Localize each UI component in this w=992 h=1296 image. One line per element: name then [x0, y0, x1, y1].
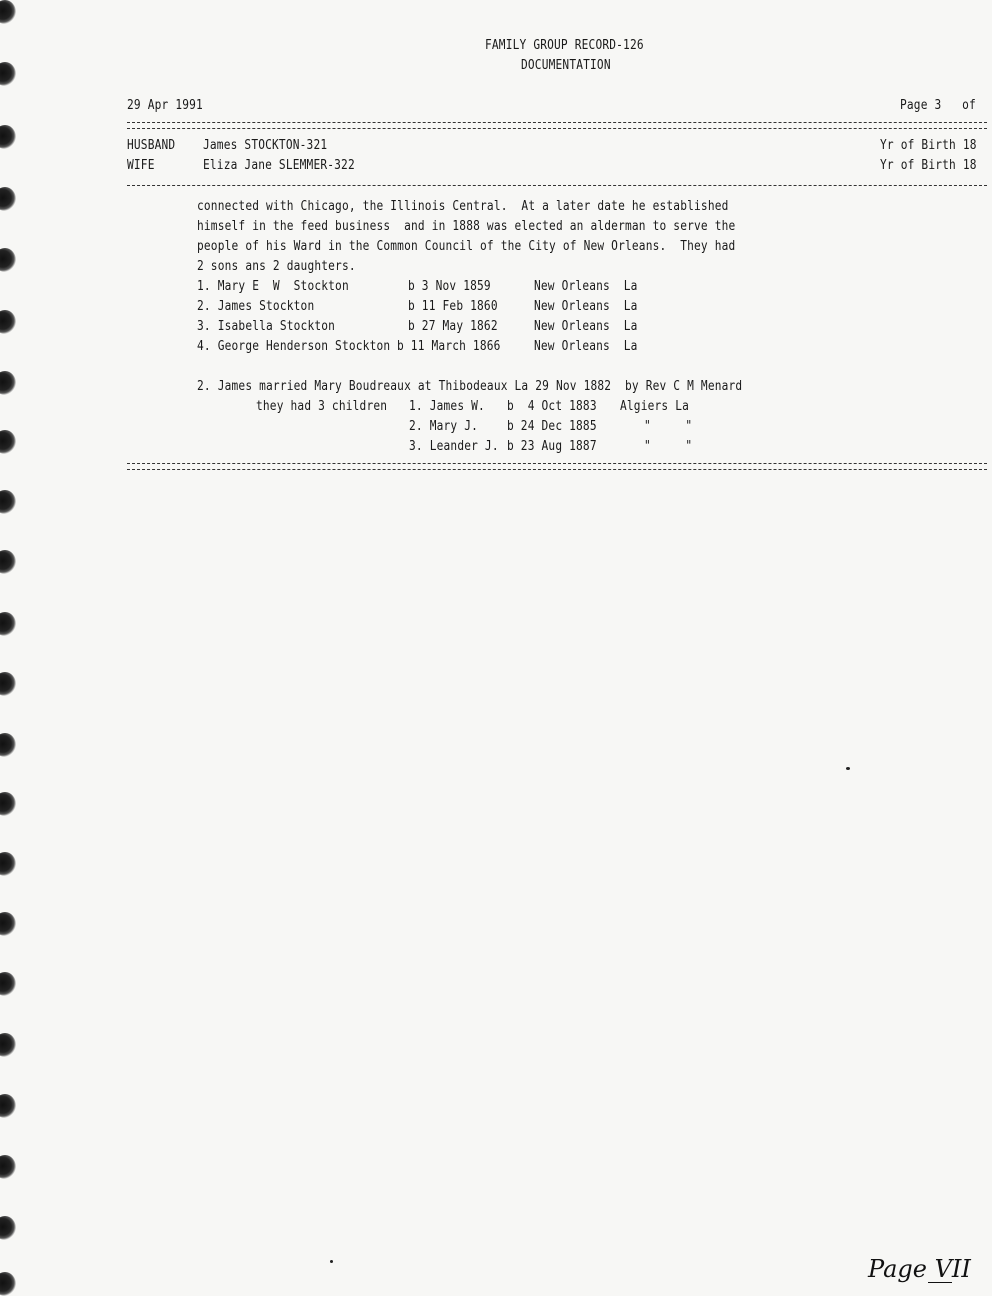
marriage-line: 2. James married Mary Boudreaux at Thibodeaux La 29 Nov 1882 by Rev C M Menard [197, 379, 743, 394]
punch-hole [0, 1155, 16, 1179]
child-place: New Orleans La [534, 319, 638, 334]
grandchild-birth: b 4 Oct 1883 [507, 399, 597, 414]
page-number: Page 3 of [900, 98, 976, 113]
body-line: himself in the feed business and in 1888 was elected an alderman to serve the [197, 219, 736, 234]
binder-holes [0, 0, 24, 1292]
punch-hole [0, 612, 16, 636]
punch-hole [0, 490, 16, 514]
child-place: New Orleans La [534, 299, 638, 314]
punch-hole [0, 371, 16, 395]
punch-hole [0, 0, 16, 24]
punch-hole [0, 1216, 16, 1240]
double-rule [127, 122, 987, 129]
punch-hole [0, 852, 16, 876]
child-name: 4. George Henderson Stockton [197, 339, 391, 354]
child-birth: b 27 May 1862 [408, 319, 498, 334]
punch-hole [0, 672, 16, 696]
child-birth: b 11 March 1866 [397, 339, 501, 354]
punch-hole [0, 187, 16, 211]
child-place: New Orleans La [534, 279, 638, 294]
punch-hole [0, 248, 16, 272]
handwritten-page-note: Page VII [868, 1255, 971, 1283]
punch-hole [0, 733, 16, 757]
wife-label: WIFE [127, 158, 155, 173]
husband-label: HUSBAND [127, 138, 176, 153]
grandchild-name: 1. James W. [409, 399, 485, 414]
single-rule [127, 185, 987, 186]
wife-name: Eliza Jane SLEMMER-322 [203, 158, 355, 173]
punch-hole [0, 1033, 16, 1057]
punch-hole [0, 430, 16, 454]
punch-hole [0, 792, 16, 816]
child-birth: b 3 Nov 1859 [408, 279, 491, 294]
husband-year-of-birth: Yr of Birth 18 [880, 138, 977, 153]
body-line: 2 sons ans 2 daughters. [197, 259, 356, 274]
scan-speck [330, 1260, 333, 1263]
husband-name: James STOCKTON-321 [203, 138, 328, 153]
punch-hole [0, 62, 16, 86]
children-count-line: they had 3 children [256, 399, 388, 414]
double-rule [127, 463, 987, 470]
handwritten-underline [928, 1282, 952, 1283]
scan-speck [846, 767, 850, 770]
punch-hole [0, 550, 16, 574]
record-title: FAMILY GROUP RECORD-126 [485, 38, 644, 53]
grandchild-place: Algiers La [620, 399, 690, 414]
grandchild-birth: b 24 Dec 1885 [507, 419, 597, 434]
grandchild-place: " " [644, 419, 693, 434]
punch-hole [0, 1272, 16, 1296]
record-subtitle: DOCUMENTATION [521, 58, 611, 73]
body-line: people of his Ward in the Common Council of the City of New Orleans. They had [197, 239, 736, 254]
child-name: 3. Isabella Stockton [197, 319, 336, 334]
punch-hole [0, 125, 16, 149]
punch-hole [0, 972, 16, 996]
punch-hole [0, 1094, 16, 1118]
wife-year-of-birth: Yr of Birth 18 [880, 158, 977, 173]
grandchild-birth: b 23 Aug 1887 [507, 439, 597, 454]
grandchild-place: " " [644, 439, 693, 454]
grandchild-name: 2. Mary J. [409, 419, 479, 434]
grandchild-name: 3. Leander J. [409, 439, 499, 454]
child-birth: b 11 Feb 1860 [408, 299, 498, 314]
child-place: New Orleans La [534, 339, 638, 354]
body-line: connected with Chicago, the Illinois Central. At a later date he established [197, 199, 729, 214]
record-date: 29 Apr 1991 [127, 98, 203, 113]
child-name: 1. Mary E W Stockton [197, 279, 349, 294]
child-name: 2. James Stockton [197, 299, 315, 314]
punch-hole [0, 310, 16, 334]
punch-hole [0, 912, 16, 936]
